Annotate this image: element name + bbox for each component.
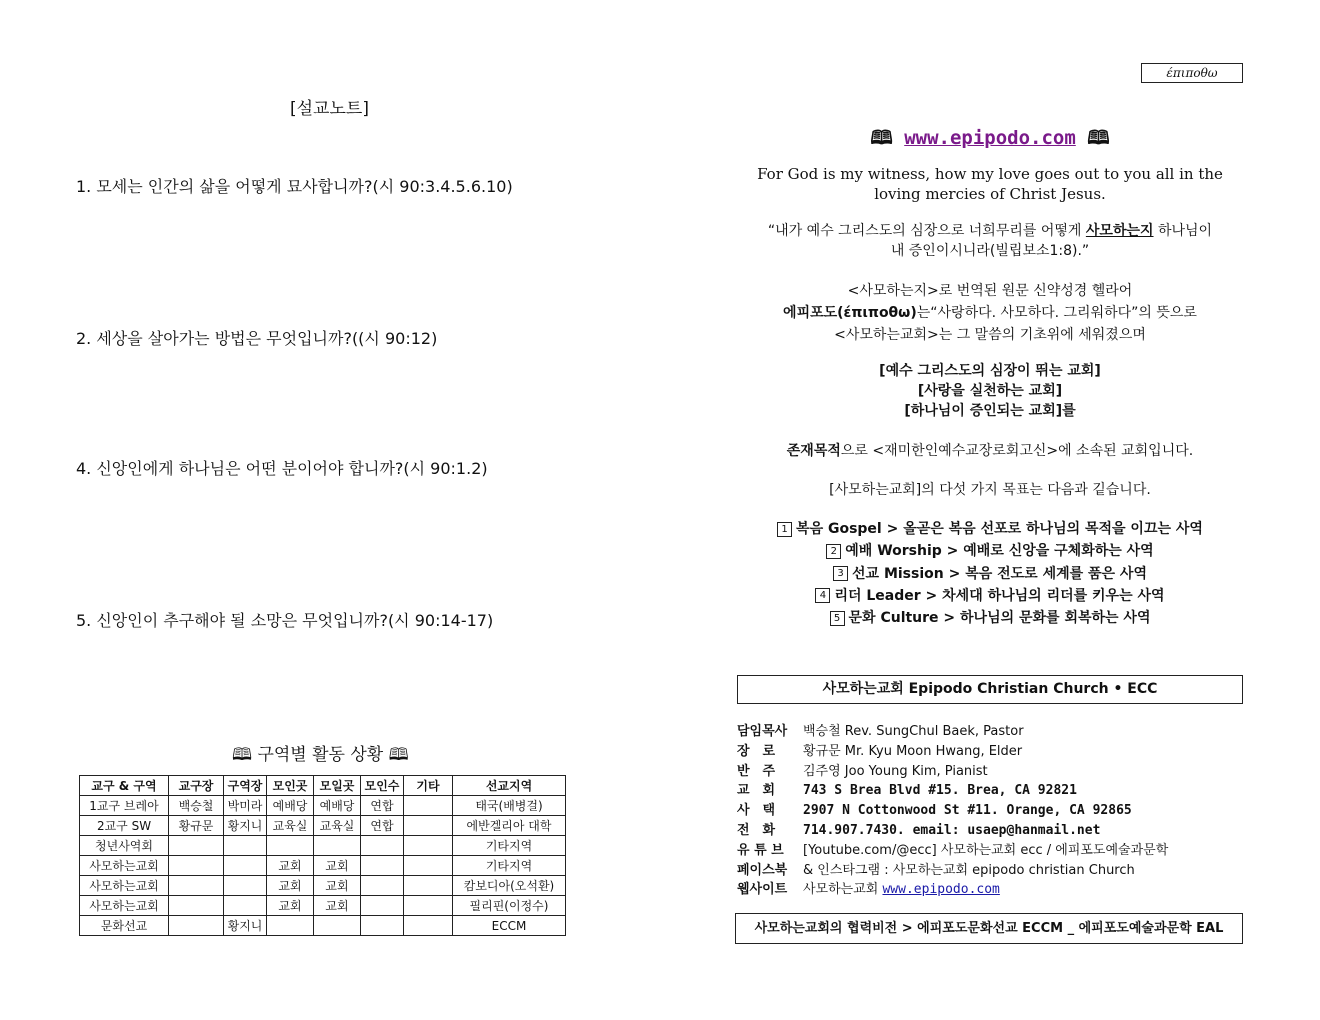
- epipodo-word: 에피포도(έπιποθω): [783, 305, 917, 321]
- table-cell: [314, 836, 361, 856]
- purpose-label: 존재목적: [786, 443, 841, 459]
- info-value: 743 S Brea Blvd #15. Brea, CA 92821: [803, 783, 1077, 799]
- table-cell: [224, 896, 267, 916]
- identity-line: [하나님이 증인되는 교회]를: [904, 403, 1076, 419]
- goal-text: 예배 Worship > 예배로 신앙을 구체화하는 사역: [845, 543, 1154, 560]
- table-cell: [404, 896, 453, 916]
- table-cell: 사모하는교회: [80, 896, 169, 916]
- table-cell: 교회: [267, 896, 314, 916]
- document-icon: 🕮: [870, 127, 893, 149]
- goal-text: 문화 Culture > 하나님의 문화를 회복하는 사역: [848, 610, 1151, 627]
- question-4: 4. 신앙인에게 하나님은 어떤 분이어야 합니까?(시 90:1.2): [76, 459, 488, 478]
- verse-text: 하나님이: [1153, 223, 1213, 239]
- table-cell: ECCM: [453, 916, 566, 936]
- info-value: 사모하는교회: [803, 882, 883, 898]
- table-cell: 사모하는교회: [80, 856, 169, 876]
- goals-list: [737, 518, 1243, 629]
- table-cell: [361, 856, 404, 876]
- table-cell: [224, 856, 267, 876]
- table-cell: [361, 876, 404, 896]
- info-value: 2907 N Cottonwood St #11. Orange, CA 92865: [803, 803, 1132, 819]
- info-label: 페이스북: [737, 862, 788, 878]
- goal-number: 4: [815, 588, 830, 603]
- info-label: 담임목사: [737, 724, 788, 739]
- info-label: 교 회: [737, 783, 776, 799]
- table-cell: 황규문: [169, 816, 224, 836]
- verse-english-line: loving mercies of Christ Jesus.: [874, 185, 1106, 203]
- partnership-vision-box: 사모하는교회의 협력비전 > 에피포도문화선교 ECCM _ 에피포도예술과문학 EAL: [735, 913, 1243, 944]
- table-cell: [169, 876, 224, 896]
- table-cell: [361, 836, 404, 856]
- table-cell: 2교구 SW: [80, 816, 169, 836]
- info-row-pastor: [737, 722, 1168, 742]
- table-cell: 연합: [361, 816, 404, 836]
- goal-item: [737, 607, 1243, 629]
- origin-line: [737, 302, 1243, 324]
- table-cell: 연합: [361, 796, 404, 816]
- question-2: 2. 세상을 살아가는 방법은 무엇입니까?((시 90:12): [76, 329, 438, 348]
- origin-text: 는“사랑하다. 사모하다. 그리워하다”의 뜻으로: [916, 305, 1197, 321]
- table-cell: [404, 916, 453, 936]
- table-cell: 기타지역: [453, 856, 566, 876]
- table-header: 구역장: [224, 776, 267, 796]
- goal-item: [737, 563, 1243, 585]
- verse-korean-line: 내 증인이시니라(빌립보소1:8).”: [890, 243, 1090, 259]
- table-cell: 필리핀(이정수): [453, 896, 566, 916]
- table-cell: [267, 836, 314, 856]
- verse-korean: [737, 221, 1243, 261]
- table-cell: [224, 876, 267, 896]
- table-cell: [224, 836, 267, 856]
- info-row-youtube: [737, 841, 1168, 861]
- table-row: [80, 816, 566, 836]
- question-1: 1. 모세는 인간의 삶을 어떻게 묘사합니까?(시 90:3.4.5.6.10): [76, 177, 513, 196]
- info-value: 백승철 Rev. SungChul Baek, Pastor: [803, 724, 1024, 739]
- website-heading: [737, 124, 1243, 156]
- church-name-box: 사모하는교회 Epipodo Christian Church • ECC: [737, 675, 1243, 704]
- table-cell: [169, 896, 224, 916]
- table-cell: [361, 916, 404, 936]
- table-row: [80, 836, 566, 856]
- table-cell: 캄보디아(오석환): [453, 876, 566, 896]
- question-5: 5. 신앙인이 추구해야 될 소망은 무엇입니까?(시 90:14-17): [76, 611, 494, 630]
- verse-english-line: For God is my witness, how my love goes out to you all in the: [757, 165, 1223, 183]
- table-cell: [169, 836, 224, 856]
- greek-word-tag: έπιποθω: [1141, 63, 1243, 83]
- origin-line: <사모하는교회>는 그 말씀의 기초위에 세워졌으며: [834, 327, 1146, 343]
- info-label: 웹사이트: [737, 882, 788, 898]
- table-cell: 교회: [314, 876, 361, 896]
- table-cell: [267, 916, 314, 936]
- goal-number: 2: [826, 544, 841, 559]
- goal-number: 3: [833, 566, 848, 581]
- table-header-row: [80, 776, 566, 796]
- info-row-phone: [737, 821, 1168, 841]
- table-cell: 백승철: [169, 796, 224, 816]
- origin-paragraph: [737, 280, 1243, 346]
- table-cell: 황지니: [224, 816, 267, 836]
- table-cell: 청년사역회: [80, 836, 169, 856]
- table-cell: [361, 896, 404, 916]
- table-row: [80, 796, 566, 816]
- table-cell: 박미라: [224, 796, 267, 816]
- table-cell: 황지니: [224, 916, 267, 936]
- table-cell: 예배당: [314, 796, 361, 816]
- info-value: [Youtube.com/@ecc] 사모하는교회 ecc / 에피포도예술과문학: [803, 842, 1169, 858]
- table-header: 모일곳: [314, 776, 361, 796]
- purpose-text: 으로 <재미한인예수교장로회고신>에 소속된 교회입니다.: [840, 443, 1194, 459]
- info-value: 714.907.7430. email: usaep@hanmail.net: [803, 822, 1101, 838]
- info-value: 황규문 Mr. Kyu Moon Hwang, Elder: [803, 743, 1023, 759]
- identity-line: [예수 그리스도의 심장이 뛰는 교회]: [879, 363, 1101, 379]
- table-header: 교구 & 구역: [80, 776, 169, 796]
- goal-text: 리더 Leader > 차세대 하나님의 리더를 키우는 사역: [834, 587, 1165, 604]
- table-row: [80, 876, 566, 896]
- table-cell: 에반겔리아 대학: [453, 816, 566, 836]
- table-cell: 예배당: [267, 796, 314, 816]
- table-cell: 기타지역: [453, 836, 566, 856]
- info-row-elder: [737, 742, 1168, 762]
- verse-korean-line: [737, 221, 1243, 241]
- info-row-church-address: [737, 781, 1168, 801]
- verse-text: “내가 예수 그리스도의 심장으로 너희무리를 어떻게: [767, 223, 1086, 239]
- church-identity: [737, 361, 1243, 421]
- document-icon: 🕮: [388, 745, 409, 765]
- table-header: 선교지역: [453, 776, 566, 796]
- info-row-home-address: [737, 801, 1168, 821]
- district-activity-title: [232, 740, 409, 771]
- website-link[interactable]: www.epipodo.com: [904, 127, 1076, 149]
- five-goals-intro: [사모하는교회]의 다섯 가지 목표는 다음과 깉습니다.: [829, 482, 1151, 498]
- info-label: 장 로: [737, 743, 776, 759]
- table-cell: 사모하는교회: [80, 876, 169, 896]
- table-cell: 교회: [314, 896, 361, 916]
- goal-item: [737, 540, 1243, 562]
- origin-line: <사모하는지>로 번역된 원문 신약성경 헬라어: [847, 283, 1133, 299]
- table-row: [80, 916, 566, 936]
- info-label: 사 택: [737, 803, 776, 819]
- table-cell: [169, 856, 224, 876]
- table-row: [80, 896, 566, 916]
- table-header: 모인곳: [267, 776, 314, 796]
- info-value: & 인스타그램 : 사모하는교회 epipodo christian Church: [803, 862, 1135, 878]
- table-cell: 문화선교: [80, 916, 169, 936]
- table-cell: [404, 836, 453, 856]
- info-label: 반 주: [737, 763, 776, 779]
- district-activity-table: [79, 775, 566, 936]
- info-row-facebook: [737, 861, 1168, 881]
- goal-number: 5: [830, 611, 845, 626]
- table-cell: [404, 876, 453, 896]
- info-row-pianist: [737, 762, 1168, 782]
- verse-highlight: 사모하는지: [1085, 223, 1154, 239]
- goal-text: 선교 Mission > 복음 전도로 세계를 품은 사역: [852, 565, 1147, 582]
- table-cell: 교회: [314, 856, 361, 876]
- info-value: 김주영 Joo Young Kim, Pianist: [803, 763, 988, 779]
- table-header: 모인수: [361, 776, 404, 796]
- table-cell: 교회: [267, 856, 314, 876]
- table-cell: [314, 916, 361, 936]
- table-header: 교구장: [169, 776, 224, 796]
- table-row: [80, 856, 566, 876]
- table-cell: 교회: [267, 876, 314, 896]
- document-icon: 🕮: [1087, 127, 1110, 149]
- identity-line: [사랑을 실천하는 교회]: [917, 383, 1063, 399]
- table-header: 기타: [404, 776, 453, 796]
- goal-item: [737, 518, 1243, 540]
- sermon-note-title: [설교노트]: [290, 99, 369, 119]
- goal-item: [737, 585, 1243, 607]
- info-label: 유 튜 브: [737, 842, 784, 858]
- table-cell: 1교구 브레아: [80, 796, 169, 816]
- church-purpose: [737, 440, 1243, 460]
- table-cell: 태국(배병걸): [453, 796, 566, 816]
- table-cell: 교육실: [314, 816, 361, 836]
- table-cell: [404, 796, 453, 816]
- goal-text: 복음 Gospel > 올곧은 복음 선포로 하나님의 목적을 이끄는 사역: [796, 521, 1203, 537]
- document-icon: 🕮: [232, 745, 253, 765]
- church-info: [737, 722, 1168, 900]
- table-cell: [404, 856, 453, 876]
- goal-number: 1: [777, 522, 792, 537]
- table-cell: [404, 816, 453, 836]
- district-title-text: 구역별 활동 상황: [257, 745, 384, 765]
- info-row-website: [737, 880, 1168, 900]
- table-cell: 교육실: [267, 816, 314, 836]
- table-cell: [169, 916, 224, 936]
- info-label: 전 화: [737, 822, 776, 838]
- website-footer-link[interactable]: www.epipodo.com: [882, 882, 1000, 898]
- verse-english: [737, 164, 1243, 204]
